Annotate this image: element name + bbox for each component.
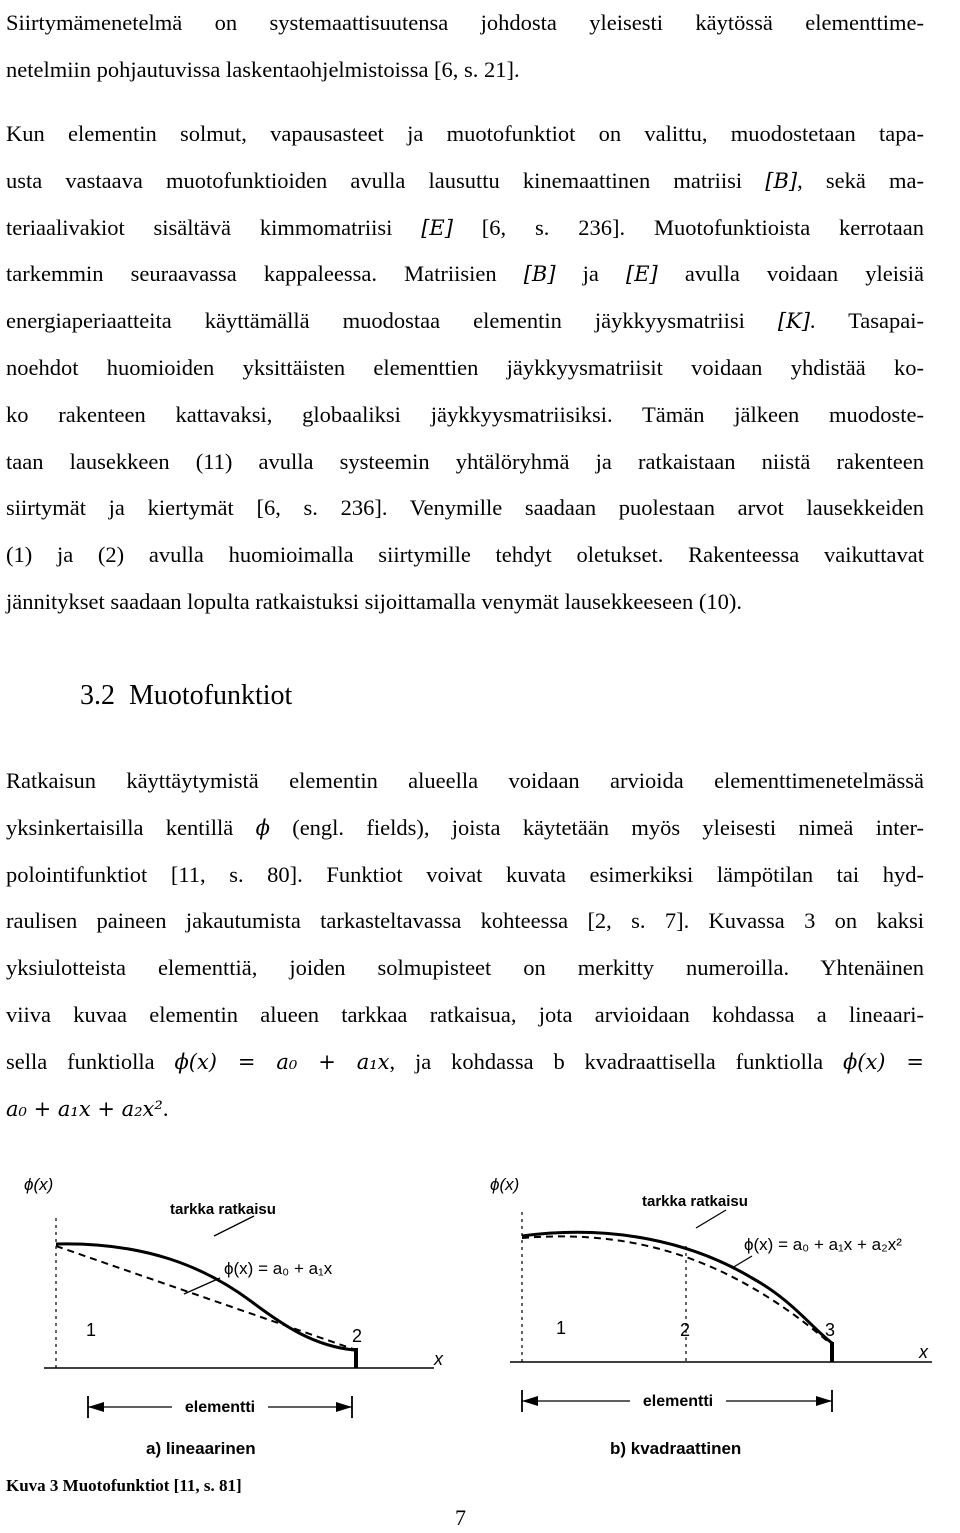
formula-leader-line [184,1278,220,1294]
text-line: polointifunktiot [11, s. 80]. Funktiot voivat kuvata esimerkiksi lämpötilan tai hyd- [6,861,924,887]
math-e-matrix: [E] [626,262,658,287]
paragraph-1 [6,0,924,94]
element-label: elementti [642,1393,714,1410]
math-e-matrix: [E] [421,215,453,240]
span-right-arrow [336,1402,352,1412]
text-line: taan lausekkeen (11) avulla systeemin yhtälöryhmä ja ratkaistaan niistä rakenteen [6,448,924,474]
paragraph-3 [6,758,924,1132]
x-axis-label: x [919,1342,928,1362]
text-line: Siirtymämenetelmä on systemaattisuutensa johdosta yleisesti käytössä elementtime- [6,10,924,35]
y-axis-label: ϕ(x) [24,1175,54,1194]
text-line: ko rakenteen kattavaksi, globaaliksi jäykkyysmatriisiksi. Tämän jälkeen muodoste- [6,401,924,427]
text-line: usta vastaava muotofunktioiden avulla lausuttu kinemaattinen matriisi [B], sekä ma- [6,167,924,193]
span-right-arrow [816,1396,832,1406]
text-line: (1) ja (2) avulla huomioimalla siirtymille tehdyt oletukset. Rakenteessa vaikuttavat [6,542,924,568]
section-title: Muotofunktiot [129,680,293,711]
text-line: siirtymät ja kiertymät [6, s. 236]. Venymille saadaan puolestaan arvot lausekkeiden [6,495,924,521]
figure-b-svg [482,1168,942,1468]
text-line: energiaperiaatteita käyttämällä muodostaa elementin jäykkyysmatriisi [K]. Tasapai- [6,308,924,334]
linear-formula: ϕ(x) = a₀ + a₁x [224,1259,333,1278]
text-line: teriaalivakiot sisältävä kimmomatriisi [E] [6, s. 236]. Muotofunktioista kerrotaan [6,214,924,240]
y-axis-label: ϕ(x) [490,1175,520,1194]
paragraph-2 [6,111,924,626]
math-b-matrix: [B] [765,168,798,193]
sub-caption-b: b) kvadraattinen [610,1439,742,1458]
section-number: 3.2 [80,680,115,711]
text-line: a₀ + a₁x + a₂x². [6,1095,169,1121]
sub-caption-a: a) lineaarinen [146,1439,256,1458]
node-2-label: 2 [352,1326,363,1346]
text-line: sella funktiolla ϕ(x) = a₀ + a₁x, ja kohdassa b kvadraattisella funktiolla ϕ(x) = [6,1048,924,1074]
math-quadratic-function-end: a₀ + a₁x + a₂x² [6,1096,163,1121]
text-line: yksiulotteista elementtiä, joiden solmupisteet on merkitty numeroilla. Yhtenäinen [6,955,924,981]
node-1-label: 1 [86,1320,97,1340]
figure-a-svg [14,1168,454,1468]
span-left-arrow [522,1396,538,1406]
node-2-label: 2 [680,1320,691,1340]
element-label: elementti [184,1399,256,1416]
math-quadratic-function-start: ϕ(x) = [842,1049,924,1074]
figure-a-linear [14,1168,454,1468]
math-k-matrix: [K] [777,309,810,334]
label-leader-line [214,1216,254,1236]
span-left-arrow [88,1402,104,1412]
text-line: yksinkertaisilla kentillä ϕ (engl. fields), joista käytetään myös yleisesti nimeä inter- [6,814,924,840]
page-number: 7 [455,1505,466,1530]
formula-leader-line [732,1256,752,1268]
text-line: Kun elementin solmut, vapausasteet ja muotofunktiot on valittu, muodostetaan tapa- [6,121,924,146]
text-line: raulisen paineen jakautumista tarkasteltavassa kohteessa [2, s. 7]. Kuvassa 3 on kaksi [6,908,924,934]
math-phi: ϕ [255,815,270,840]
section-heading [80,680,292,712]
text-line: viiva kuvaa elementin alueen tarkkaa ratkaisua, jota arvioidaan kohdassa a lineaari- [6,1001,924,1027]
node-3-label: 3 [825,1320,836,1340]
text-line: Ratkaisun käyttäytymistä elementin alueella voidaan arvioida elementtimenetelmässä [6,768,924,793]
figure-caption: Kuva 3 Muotofunktiot [11, s. 81] [6,1476,242,1495]
math-b-matrix: [B] [523,262,556,287]
text-line: tarkemmin seuraavassa kappaleessa. Matriisien [B] ja [E] avulla voidaan yleisiä [6,261,925,287]
exact-solution-label: tarkka ratkaisu [642,1193,748,1210]
label-leader-line [696,1210,726,1228]
x-axis-label: x [434,1349,443,1369]
figure-b-quadratic [482,1168,942,1468]
exact-solution-label: tarkka ratkaisu [170,1201,276,1218]
node-1-label: 1 [556,1318,567,1338]
text-line: noehdot huomioiden yksittäisten elementtien jäykkyysmatriisit voidaan yhdistää ko- [6,354,924,380]
math-linear-function: ϕ(x) = a₀ + a₁x [174,1049,390,1074]
text-line: netelmiin pohjautuvissa laskentaohjelmistoissa [6, s. 21]. [6,56,520,82]
text-line: jännitykset saadaan lopulta ratkaistuksi sijoittamalla venymät lausekkeeseen (10). [6,588,743,614]
quadratic-formula: ϕ(x) = a₀ + a₁x + a₂x² [744,1235,902,1254]
